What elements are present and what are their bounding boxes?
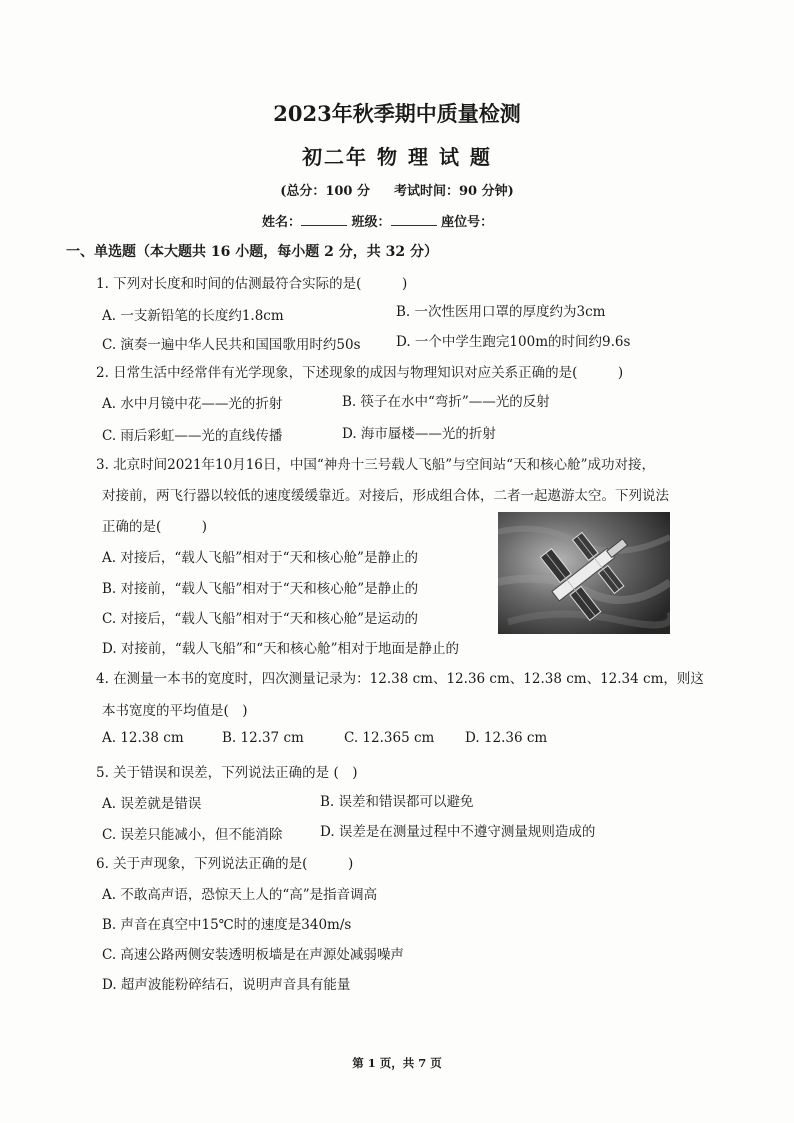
total-score: (总分：100 分: [280, 184, 371, 199]
question-4-option-b: B. 12.37 cm: [222, 730, 304, 746]
question-5-stem: 5. 关于错误和误差，下列说法正确的是 ( ): [96, 765, 358, 781]
question-3-stem-line-2: 对接前，两飞行器以较低的速度缓缓靠近。对接后，形成组合体，二者一起遨游太空。下列说法: [102, 488, 669, 504]
name-blank[interactable]: [301, 213, 347, 226]
question-3-option-a: A. 对接后，“载人飞船”相对于“天和核心舱”是静止的: [102, 550, 418, 566]
question-3-option-d: D. 对接前，“载人飞船”和“天和核心舱”相对于地面是静止的: [102, 641, 460, 657]
question-5-option-d: D. 误差是在测量过程中不遵守测量规则造成的: [320, 824, 596, 840]
question-4-option-d: D. 12.36 cm: [465, 730, 548, 746]
question-2-option-d: D. 海市蜃楼——光的折射: [342, 426, 496, 442]
student-fields: [262, 211, 493, 230]
seat-label: 座位号：: [441, 215, 494, 230]
class-blank[interactable]: [391, 213, 437, 226]
question-5-option-c: C. 误差只能减小，但不能消除: [102, 827, 283, 843]
question-6-option-a: A. 不敢高声语，恐惊天上人的“高”是指音调高: [102, 887, 378, 903]
question-2-option-b: B. 筷子在水中“弯折”——光的反射: [342, 394, 550, 410]
spacecraft-docking-photo: [498, 512, 670, 634]
question-2-option-a: A. 水中月镜中花——光的折射: [102, 396, 283, 412]
question-1-option-a: A. 一支新铅笔的长度约1.8cm: [102, 308, 284, 324]
question-1-option-c: C. 演奏一遍中华人民共和国国歌用时约50s: [102, 337, 361, 353]
question-2-stem: 2. 日常生活中经常伴有光学现象，下述现象的成因与物理知识对应关系正确的是( ): [96, 365, 624, 381]
question-6-stem: 6. 关于声现象，下列说法正确的是( ): [96, 856, 354, 872]
section-title: 一、单选题（本大题共 16 小题，每小题 2 分，共 32 分）: [66, 244, 438, 260]
page-number: 第 1 页，共 7 页: [352, 1056, 442, 1070]
question-3-option-c: C. 对接后，“载人飞船”相对于“天和核心舱”是运动的: [102, 611, 419, 627]
name-label: 姓名：: [262, 215, 302, 230]
question-1-stem: 1. 下列对长度和时间的估测最符合实际的是( ): [96, 276, 408, 292]
question-6-option-c: C. 高速公路两侧安装透明板墙是在声源处减弱噪声: [102, 947, 404, 963]
question-5-option-b: B. 误差和错误都可以避免: [320, 794, 474, 810]
question-5-option-a: A. 误差就是错误: [102, 796, 202, 812]
exam-time: 考试时间：90 分钟): [394, 184, 514, 199]
question-1-option-d: D. 一个中学生跑完100m的时间约9.6s: [396, 334, 631, 350]
exam-title: 2023年秋季期中质量检测: [273, 101, 521, 126]
question-2-option-c: C. 雨后彩虹——光的直线传播: [102, 428, 283, 444]
question-3-option-b: B. 对接前，“载人飞船”相对于“天和核心舱”是静止的: [102, 581, 419, 597]
space-station-image: [498, 512, 670, 634]
question-4-stem-line-1: 4. 在测量一本书的宽度时，四次测量记录为：12.38 cm、12.36 cm、12.38 cm、12.34 cm，则这: [96, 671, 704, 687]
question-4-option-a: A. 12.38 cm: [102, 730, 184, 746]
question-1-option-b: B. 一次性医用口罩的厚度约为3cm: [396, 304, 606, 320]
class-label: 班级：: [351, 215, 391, 230]
question-3-stem-line-3: 正确的是( ): [102, 519, 208, 535]
question-6-option-b: B. 声音在真空中15℃时的速度是340m/s: [102, 917, 352, 933]
question-3-stem-line-1: 3. 北京时间2021年10月16日，中国“神舟十三号载人飞船”与空间站“天和核心舱”成功对接，: [96, 457, 655, 473]
question-6-option-d: D. 超声波能粉碎结石，说明声音具有能量: [102, 977, 351, 993]
question-4-option-c: C. 12.365 cm: [344, 730, 435, 746]
exam-info: [0, 180, 794, 199]
question-4-stem-line-2: 本书宽度的平均值是( ): [102, 703, 248, 719]
exam-subtitle: 初二年 物 理 试 题: [302, 145, 492, 169]
